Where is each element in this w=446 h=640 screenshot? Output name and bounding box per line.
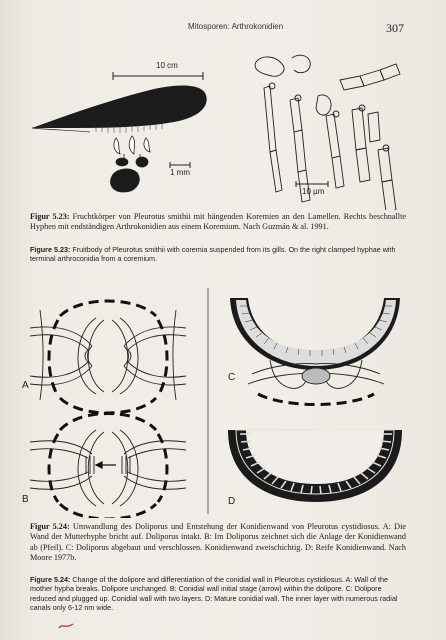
panel-letter-b: B <box>22 494 29 505</box>
caption-5-23-de-text: Fruchtkörper von Pleurotus smithii mit hängenden Koremien an den Lamellen. Rechts beschnallte Hyphen mit endständigen Arthrokonidien aus einem Koremium. Nach Guzmán & al. 1991. <box>30 212 406 232</box>
caption-5-24-de-text: Umwandlung des Doliporus und Entstehung der Konidienwand von Pleurotus cystidiosus. A: Die Wand der Mutterhyphe bricht auf. Doliporus intakt. B: Im Doliporus zeichnet sich die Anlage der Konidienwand ab (Pfeil). C: Doliporus abgebaut und verschlossen. Konidienwand zweischichtig. D: Reife Konidienwand. Nach Moore 1977b. <box>30 522 406 562</box>
pen-mark <box>58 622 74 630</box>
panel-d-mature-wall <box>228 430 402 502</box>
figure-5-23 <box>0 40 446 210</box>
coremia-detail <box>111 136 151 192</box>
caption-5-23-de <box>30 212 406 233</box>
running-title: Mitosporen: Arthrokonidien <box>188 22 284 31</box>
page-number: 307 <box>386 21 404 35</box>
panel-c-conidial-wall <box>230 298 400 370</box>
fruitbody-cap <box>32 86 207 133</box>
caption-5-24-en-text: Change of the dolipore and differentiation of the conidial wall in Pleurotus cystidiosus. A: Wall of the mother hypha breaks. Dolipore unchanged. B: Conidial wall initial stage (arrow) within the dolipore. C: Dolipore reduced and plugged up. Conidial wall with two layers. D: Mature conidial wall. The inner layer with numerous radial canals only 6-12 nm wide. <box>30 575 398 612</box>
figure-5-24-drawing <box>0 280 446 518</box>
caption-5-23-en-label: Figure 5.23: <box>30 245 71 254</box>
panel-c-outer-dashes <box>258 394 374 405</box>
running-head <box>0 21 446 35</box>
scale-label-10cm: 10 cm <box>156 61 178 70</box>
caption-5-24-en <box>30 575 406 612</box>
scale-label-10um: 10 µm <box>302 187 325 196</box>
panel-a-conidial-wall <box>49 301 167 413</box>
scale-bar-10cm <box>113 72 203 80</box>
panel-b-conidial-wall <box>49 414 167 519</box>
panel-letter-c: C <box>228 372 236 383</box>
panel-letter-a: A <box>22 380 29 391</box>
figure-5-24 <box>0 280 446 518</box>
caption-5-23-en <box>30 245 406 264</box>
panel-letter-d: D <box>228 496 236 507</box>
panel-b-arrow <box>96 462 116 468</box>
caption-5-24-de <box>30 522 406 563</box>
caption-5-23-de-label: Figur 5.23: <box>30 212 70 221</box>
scale-label-1mm: 1 mm <box>170 168 190 177</box>
caption-5-23-en-text: Fruitbody of Pleurotus smithii with coremia suspended from its gills. On the right clamped hyphae with terminal arthroconidia from a coremium. <box>30 245 396 264</box>
panel-c-dolipore <box>248 360 384 388</box>
caption-5-24-de-label: Figur 5.24: <box>30 522 70 531</box>
figure-5-23-drawing <box>0 40 446 210</box>
caption-5-24-en-label: Figure 5.24: <box>30 575 71 584</box>
